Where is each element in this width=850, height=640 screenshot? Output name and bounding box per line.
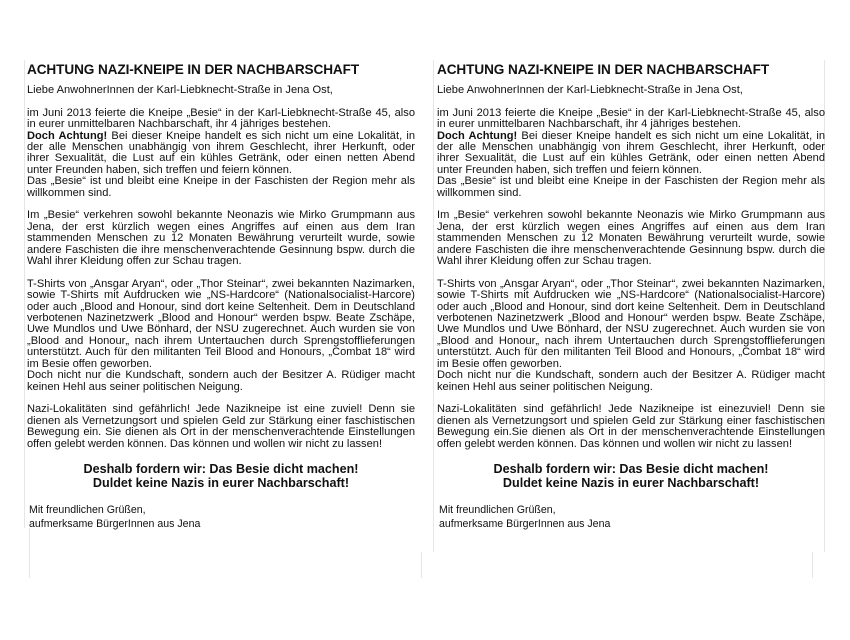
demand-line-2: Duldet keine Nazis in eurer Nachbarschaft!: [92, 475, 350, 490]
signature: aufmerksame BürgerInnen aus Jena: [29, 517, 201, 530]
middle-page-border-lower: [421, 552, 422, 578]
warning-text: Bei dieser Kneipe handelt es sich nicht um eine Lokalität, in der alle Menschen unabhängig von ihrem Geschlecht, ihrer Herkunft, oder ihrer Sexualität, die Lust auf ein kühles Getränk, oder einen netten Abend unter Freunden haben, sich treffen und feiern können.: [27, 129, 415, 176]
demand-block: [437, 462, 825, 490]
paragraph-owner: Doch nicht nur die Kundschaft, sondern auch der Besitzer A. Rüdiger macht keinen Hehl aus seiner politischen Neigung.: [437, 369, 825, 393]
paragraph-intro: im Juni 2013 feierte die Kneipe „Besie“ in der Karl-Liebknecht-Straße 45, also in eurer unmittelbaren Nachbarschaft, ihr 4 jähriges bestehen.: [437, 106, 825, 131]
right-page-border-lower: [812, 552, 813, 578]
paragraph-tshirts: T-Shirts von „Ansgar Aryan“, oder „Thor Steinar“, zwei bekannten Nazimarken, sowie T-Shirts mit Aufdrucken wie „NS-Hardcore“ (Nationalsocialist-Harcore) oder auch „Blood and Honour, sind dort keine Seltenheit. Dem in Deutschland verbotenen Nazinetzwerk „Blood and Honour“ werden bspw. Beate Zschäpe, Uwe Mundlos und Uwe Bönhard, der NSU zugerechnet. Auch wurden sie von „Blood and Honour„ nach ihrem Untertauchen durch Sprengstofflieferungen unterstützt. Auch für den militanten Teil Blood and Honours, „Combat 18“ wird im Besie offen geworben.: [27, 277, 415, 370]
paragraph-neonazis: Im „Besie“ verkehren sowohl bekannte Neonazis wie Mirko Grumpmann aus Jena, der erst kürzlich wegen eines Angriffes auf einen aus dem Iran stammenden Menschen zu 12 Monaten Bewährung verurteilt wurde, sowie andere Faschisten die ihre menschenverachtende Gesinnung bspw. durch die Wahl ihrer Kleidung offen zur Schau tragen.: [437, 209, 825, 268]
greeting: Liebe AnwohnerInnen der Karl-Liebknecht-Straße in Jena Ost,: [437, 84, 743, 96]
demand-block: [27, 462, 415, 490]
left-page-border-lower: [29, 528, 30, 578]
greeting: Liebe AnwohnerInnen der Karl-Liebknecht-Straße in Jena Ost,: [27, 84, 333, 96]
paragraph-danger: Nazi-Lokalitäten sind gefährlich! Jede Nazikneipe ist einezuviel! Denn sie dienen als Vernetzungsort und spielen Geld zur Stärkung einer faschistischen Bewegung ein.Sie dienen als Ort in der menschenverachtende Einstellungen offen gelebt werden können. Das können und wollen wir nicht zu lassen!: [437, 403, 825, 450]
flyer-title: ACHTUNG NAZI-KNEIPE IN DER NACHBARSCHAFT: [27, 62, 360, 77]
paragraph-besie: Das „Besie“ ist und bleibt eine Kneipe in der Faschisten der Region mehr als willkommen sind.: [437, 175, 825, 199]
paragraph-besie: Das „Besie“ ist und bleibt eine Kneipe in der Faschisten der Region mehr als willkommen sind.: [27, 175, 415, 199]
demand-line-1: Deshalb fordern wir: Das Besie dicht machen!: [493, 461, 769, 476]
warning-text: Bei dieser Kneipe handelt es sich nicht um eine Lokalität, in der alle Menschen unabhängig von ihrem Geschlecht, ihrer Herkunft, oder ihrer Sexualität, die Lust auf ein kühles Getränk, oder einen netten Abend unter Freunden haben, sich treffen und feiern können.: [437, 129, 825, 176]
paragraph-intro: im Juni 2013 feierte die Kneipe „Besie“ in der Karl-Liebknecht-Straße 45, also in eurer unmittelbaren Nachbarschaft, ihr 4 jähriges bestehen.: [27, 106, 415, 131]
closing: Mit freundlichen Grüßen,: [439, 503, 556, 516]
closing: Mit freundlichen Grüßen,: [29, 503, 146, 516]
paragraph-neonazis: Im „Besie“ verkehren sowohl bekannte Neonazis wie Mirko Grumpmann aus Jena, der erst kürzlich wegen eines Angriffes auf einen aus dem Iran stammenden Menschen zu 12 Monaten Bewährung verurteilt wurde, sowie andere Faschisten die ihre menschenverachtende Gesinnung bspw. durch die Wahl ihrer Kleidung offen zur Schau tragen.: [27, 209, 415, 268]
flyer-title: ACHTUNG NAZI-KNEIPE IN DER NACHBARSCHAFT: [437, 62, 770, 77]
paragraph-tshirts: T-Shirts von „Ansgar Aryan“, oder „Thor Steinar“, zwei bekannten Nazimarken, sowie T-Shirts mit Aufdrucken wie „NS-Hardcore“ (Nationalsocialist-Harcore) oder auch „Blood and Honour, sind dort keine Seltenheit. Dem in Deutschland verbotenen Nazinetzwerk „Blood and Honour“ werden bspw. Beate Zschäpe, Uwe Mundlos und Uwe Bönhard, der NSU zugerechnet. Auch wurden sie von „Blood and Honour„ nach ihrem Untertauchen durch Sprengstofflieferungen unterstützt. Auch für den militanten Teil Blood and Honours, „Combat 18“ wird im Besie offen geworben.: [437, 277, 825, 370]
left-page-border: [24, 60, 25, 528]
paragraph-owner: Doch nicht nur die Kundschaft, sondern auch der Besitzer A. Rüdiger macht keinen Hehl aus seiner politischen Neigung.: [27, 369, 415, 393]
middle-page-border: [433, 60, 434, 552]
paragraph-warning: [27, 131, 415, 177]
signature-block: [439, 503, 825, 531]
paragraph-danger: Nazi-Lokalitäten sind gefährlich! Jede Nazikneipe ist eine zuviel! Denn sie dienen als Vernetzungsort und spielen Geld zur Stärkung einer faschistischen Bewegung ein. Sie dienen als Ort in der menschenverachtende Einstellungen offen gelebt werden können. Das können und wollen wir nicht zu lassen!: [27, 403, 415, 450]
flyer-right: [437, 60, 825, 531]
demand-line-2: Duldet keine Nazis in eurer Nachbarschaft!: [502, 475, 760, 490]
flyer-left: [27, 60, 415, 531]
signature-block: [29, 503, 415, 531]
demand-line-1: Deshalb fordern wir: Das Besie dicht machen!: [83, 461, 359, 476]
warning-emphasis: Doch Achtung!: [437, 129, 518, 142]
signature: aufmerksame BürgerInnen aus Jena: [439, 517, 611, 530]
warning-emphasis: Doch Achtung!: [27, 129, 108, 142]
paragraph-warning: [437, 131, 825, 177]
